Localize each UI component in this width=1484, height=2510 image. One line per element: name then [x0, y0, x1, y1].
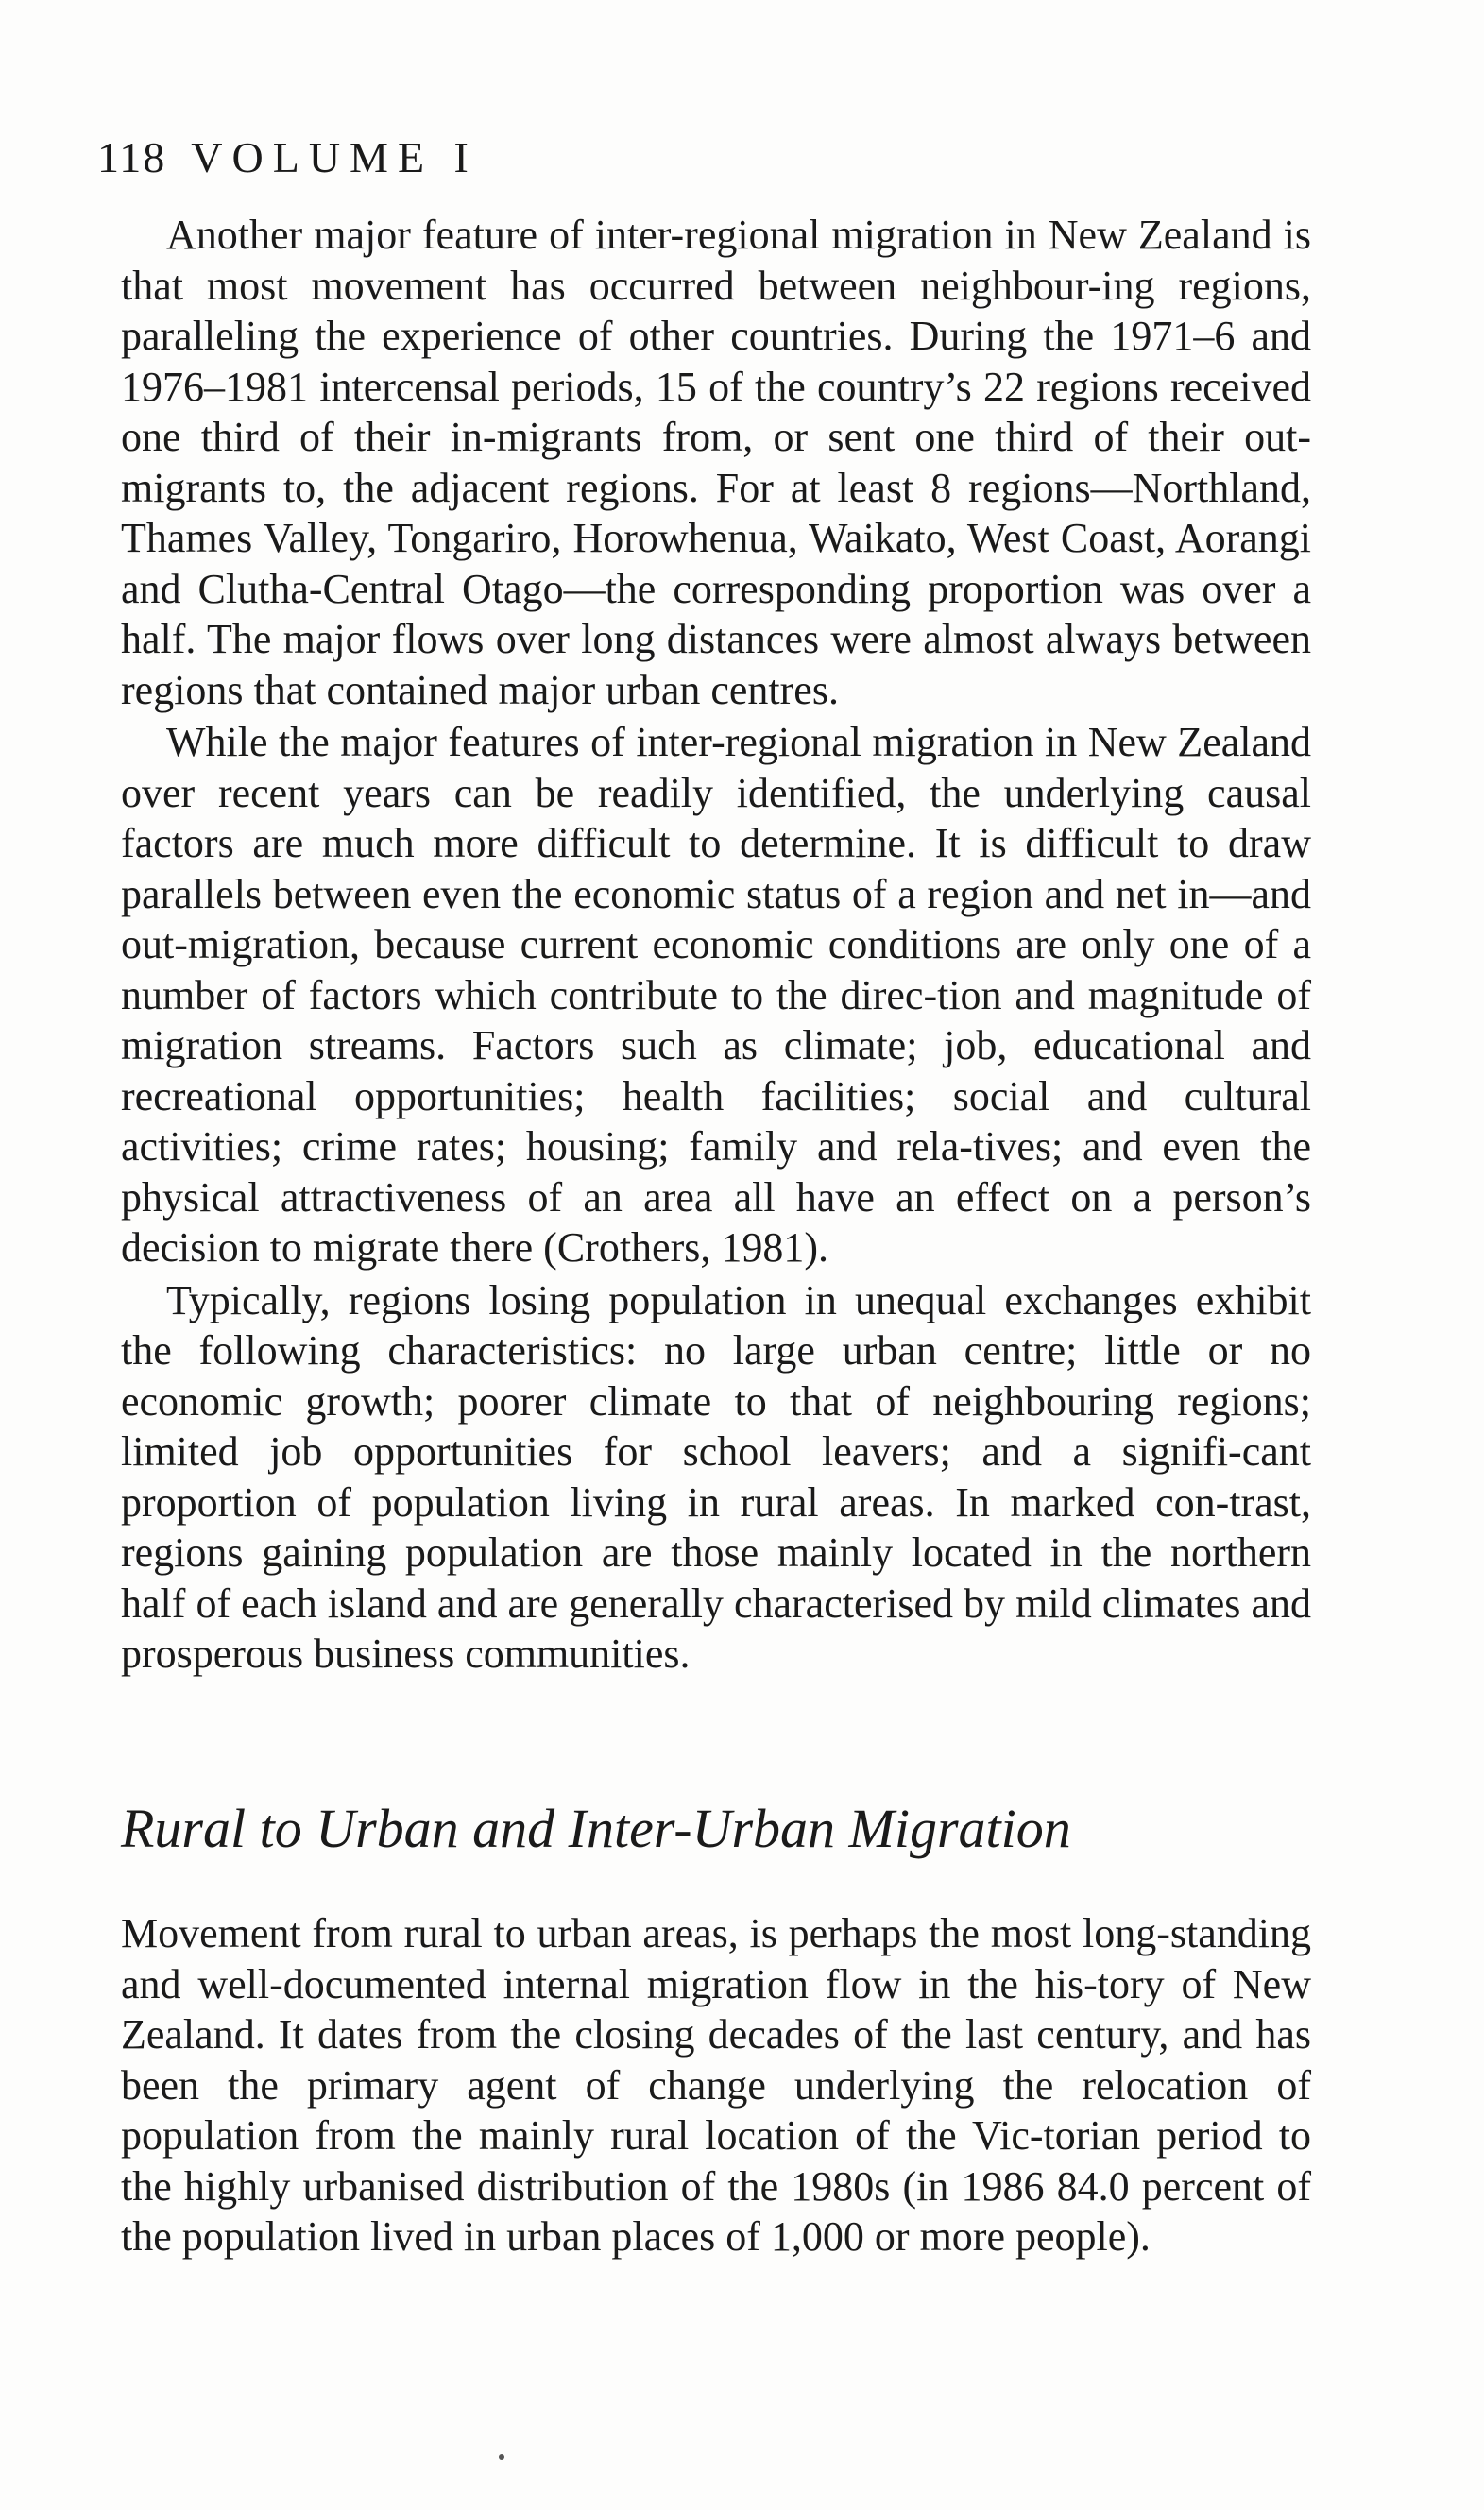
volume-label: VOLUME I — [191, 133, 478, 181]
page-number: 118 — [97, 133, 167, 181]
section-heading: Rural to Urban and Inter-Urban Migration — [121, 1798, 1071, 1859]
section-rural-urban-text — [121, 1908, 1311, 2262]
paragraph-region-characteristics: Typically, regions losing population in unequal exchanges exhibit the following characteristics: no large urban centre; little or no economic growth; poorer climate to that of neighbouring regions; limited job opportunities for school leavers; and a signifi-cant proportion of population living in rural areas. In marked con-trast, regions gaining population are those mainly located in the northern half of each island and are generally characterised by mild climates and prosperous business communities. — [121, 1276, 1311, 1677]
paragraph-rural-to-urban: Movement from rural to urban areas, is perhaps the most long-standing and well-documented internal migration flow in the his-tory of New Zealand. It dates from the closing decades of the last century, and has been the primary agent of change underlying the relocation of population from the mainly rural location of the Vic-torian period to the highly urbanised distribution of the 1980s (in 1986 84.0 percent of the population lived in urban places of 1,000 or more people). — [121, 1910, 1311, 2260]
paragraph-neighbouring-regions: Another major feature of inter-regional migration in New Zealand is that most movement has occurred between neighbour-ing regions, paralleling the experience of other countries. During the 1971–6 and 1976–1981 intercensal periods, 15 of the country’s 22 regions received one third of their in-migrants from, or sent one third of their out-migrants to, the adjacent regions. For at least 8 regions—Northland, Thames Valley, Tongariro, Horowhenua, Waikato, West Coast, Aorangi and Clutha-Central Otago—the corresponding proportion was over a half. The major flows over long distances were almost always between regions that contained major urban centres. — [121, 212, 1311, 713]
running-head — [97, 132, 478, 182]
print-speck — [499, 2454, 504, 2460]
section-inter-regional-text — [121, 210, 1311, 1680]
paragraph-causal-factors: While the major features of inter-regional migration in New Zealand over recent years can be readily identified, the underlying causal factors are much more difficult to determine. It is difficult to draw parallels between even the economic status of a region and net in—and out-migration, because current economic conditions are only one of a number of factors which contribute to the direc-tion and magnitude of migration streams. Factors such as climate; job, educational and recreational opportunities; health facilities; social and cultural activities; crime rates; housing; family and rela-tives; and even the physical attractiveness of an area all have an effect on a person’s decision to migrate there (Crothers, 1981). — [121, 719, 1311, 1271]
